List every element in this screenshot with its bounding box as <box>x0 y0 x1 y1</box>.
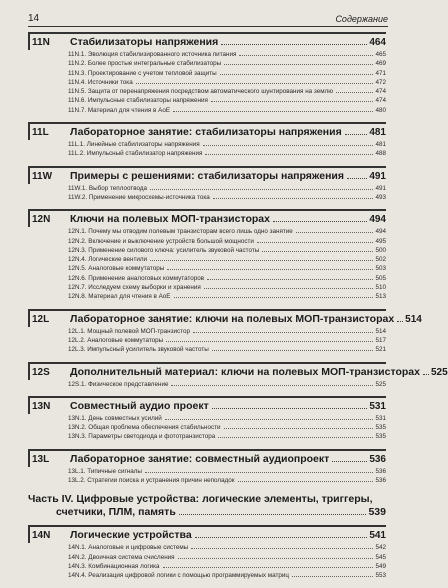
section-entry[interactable] <box>68 336 386 345</box>
chapter-page: 494 <box>369 214 386 226</box>
running-head <box>28 8 388 27</box>
section-page: 471 <box>375 69 386 77</box>
section-entry[interactable] <box>68 571 386 580</box>
section-title: 11N.4. Источники тока <box>68 78 133 86</box>
section-page: 535 <box>375 433 386 441</box>
chapter-number: 14N <box>32 530 51 542</box>
section-entry[interactable] <box>68 562 386 571</box>
chapter-heading[interactable] <box>28 525 386 543</box>
section-title: 13N.3. Параметры светодиода и фототранзистора <box>68 433 216 441</box>
section-page: 535 <box>375 424 386 432</box>
section-entry[interactable] <box>68 106 386 115</box>
chapter-heading[interactable] <box>28 309 422 327</box>
section-page: 474 <box>375 88 386 96</box>
section-title: 14N.1. Аналоговые и цифровые системы <box>68 544 189 552</box>
chapter-page: 525 <box>430 366 448 378</box>
leader-dots <box>136 83 374 84</box>
section-title: 12N.7. Исследуем схему выборки и хранения <box>68 284 201 292</box>
section-page: 545 <box>375 553 386 561</box>
section-page: 469 <box>375 60 386 68</box>
chapter-entry <box>28 122 386 159</box>
part-title-line2 <box>28 506 386 519</box>
section-entry[interactable] <box>68 96 386 105</box>
section-page: 491 <box>375 184 386 192</box>
leader-dots <box>257 242 374 243</box>
chapter-title: Дополнительный материал: ключи на полевых МОП-транзисторах <box>70 365 420 378</box>
section-entry[interactable] <box>68 140 386 149</box>
section-entry[interactable] <box>68 59 386 68</box>
section-title: 11N.1. Эволюция стабилизированного источника питания <box>68 51 237 58</box>
chapter-heading[interactable] <box>28 449 386 467</box>
leader-dots <box>179 514 367 515</box>
section-title: 11N.6. Импульсные стабилизаторы напряжения <box>68 97 208 105</box>
section-title: 12L.3. Импульсный усилитель звуковой частоты <box>68 346 209 354</box>
chapter-page: 464 <box>369 37 386 48</box>
section-title: 11L.1. Линейные стабилизаторы напряжения <box>68 141 200 149</box>
section-page: 517 <box>375 336 386 344</box>
section-entry[interactable] <box>68 149 386 158</box>
leader-dots <box>212 350 374 351</box>
leader-dots <box>423 374 429 375</box>
section-page: 503 <box>375 265 386 273</box>
section-title: 14N.2. Двоичная система счисления <box>68 553 175 561</box>
section-page: 521 <box>375 346 386 354</box>
section-title: 14N.4. Реализация цифровой логики с помощью программируемых матриц <box>68 572 289 580</box>
chapter-number: 11N <box>32 37 50 48</box>
leader-dots <box>205 154 373 155</box>
leader-dots <box>193 332 373 333</box>
section-page: 481 <box>375 141 386 149</box>
section-title: 12N.2. Включение и выключение устройств большой мощности <box>68 237 254 245</box>
leader-dots <box>203 145 374 146</box>
part-title-line1: Часть IV. Цифровые устройства: логические элементы, триггеры, <box>28 493 373 506</box>
section-page: 494 <box>375 228 386 236</box>
chapter-page: 541 <box>369 530 386 542</box>
section-page: 542 <box>375 544 386 552</box>
section-page: 474 <box>375 97 386 105</box>
leader-dots <box>171 385 373 386</box>
leader-dots <box>218 437 373 438</box>
chapter-heading[interactable] <box>28 32 386 50</box>
section-page: 549 <box>375 562 386 570</box>
chapter-number: 11L <box>32 127 49 139</box>
chapter-entry <box>28 32 386 115</box>
leader-dots <box>165 419 374 420</box>
section-entry[interactable] <box>68 264 386 273</box>
leader-dots <box>150 260 373 261</box>
section-page: 531 <box>375 414 386 422</box>
section-page: 488 <box>375 150 386 158</box>
table-of-contents <box>28 32 448 588</box>
leader-dots <box>345 134 368 135</box>
leader-dots <box>224 428 374 429</box>
leader-dots <box>174 297 374 298</box>
section-entry[interactable] <box>68 274 386 283</box>
section-entry[interactable] <box>68 543 386 552</box>
section-page: 536 <box>375 477 386 485</box>
section-page: 502 <box>375 256 386 264</box>
leader-dots <box>166 341 373 342</box>
leader-dots <box>336 92 374 93</box>
chapter-entry <box>28 209 386 301</box>
section-title: 13L.1. Типичные сигналы <box>68 467 142 475</box>
leader-dots <box>150 189 373 190</box>
leader-dots <box>213 198 374 199</box>
chapters-list-part4 <box>28 525 386 580</box>
leader-dots <box>178 558 374 559</box>
leader-dots <box>224 64 373 65</box>
chapter-number: 11W <box>32 170 53 182</box>
section-entry[interactable] <box>68 432 386 441</box>
leader-dots <box>220 74 374 75</box>
chapter-entry <box>28 396 386 442</box>
chapter-heading[interactable] <box>28 396 386 414</box>
section-title: 11N.2. Более простые интегральные стабилизаторы <box>68 60 222 68</box>
chapter-number: 13L <box>32 453 50 465</box>
section-title: 11N.7. Материал для чтения в AoE <box>68 106 171 114</box>
chapter-title: Ключи на полевых МОП-транзисторах <box>70 213 270 226</box>
chapter-entry <box>28 525 386 580</box>
section-title: 12S.1. Физическое представление <box>68 380 169 388</box>
section-entry[interactable] <box>68 246 386 255</box>
section-entry[interactable] <box>68 50 386 59</box>
section-page: 465 <box>375 51 386 58</box>
section-entry[interactable] <box>68 345 386 354</box>
leader-dots <box>167 269 373 270</box>
section-title: 12N.5. Аналоговые коммутаторы <box>68 265 165 273</box>
section-title: 12L.2. Аналоговые коммутаторы <box>68 336 164 344</box>
section-page: 536 <box>375 467 386 475</box>
section-entry[interactable] <box>68 69 386 78</box>
chapter-title: Примеры с решениями: стабилизаторы напряжения <box>70 169 344 182</box>
section-entry[interactable] <box>68 237 386 246</box>
leader-dots <box>292 576 374 577</box>
chapter-title: Стабилизаторы напряжения <box>70 36 219 48</box>
chapter-title: Лабораторное занятие: совместный аудиопроект <box>70 452 330 465</box>
chapter-entry <box>28 362 448 389</box>
leader-dots <box>191 548 373 549</box>
chapter-page: 514 <box>405 313 422 325</box>
section-title: 11W.1. Выбор теплоотвода <box>68 184 148 192</box>
section-page: 495 <box>375 237 386 245</box>
section-page: 480 <box>375 106 386 114</box>
chapter-heading[interactable] <box>28 166 386 184</box>
chapter-heading[interactable] <box>28 122 386 140</box>
section-entry[interactable] <box>68 255 386 264</box>
section-entry[interactable] <box>68 227 386 236</box>
chapter-title: Лабораторное занятие: ключи на полевых МОП-транзисторах <box>70 312 395 325</box>
chapter-number: 12N <box>32 214 51 226</box>
leader-dots <box>238 481 374 482</box>
section-page: 500 <box>375 246 386 254</box>
leader-dots <box>207 279 373 280</box>
section-entry[interactable] <box>68 553 386 562</box>
part-title-text: счетчики, ПЛМ, память <box>56 506 176 519</box>
chapters-list <box>28 32 448 485</box>
section-page: 510 <box>375 284 386 292</box>
chapter-page: 536 <box>369 453 386 465</box>
leader-dots <box>262 251 373 252</box>
section-title: 12N.8. Материал для чтения в AoE <box>68 293 171 301</box>
chapter-heading[interactable] <box>28 362 448 380</box>
section-title: 12N.3. Применение силового ключа: усилитель звуковой частоты <box>68 246 260 254</box>
section-title: 12N.1. Почему мы отводим полевым транзисторам всего лишь одно занятие <box>68 228 293 236</box>
leader-dots <box>173 111 373 112</box>
section-title: 12N.6. Применение аналоговых коммутаторов <box>68 274 205 282</box>
section-title: 11L.2. Импульсный стабилизатор напряжения <box>68 150 203 158</box>
leader-dots <box>211 101 374 102</box>
leader-dots <box>195 537 368 538</box>
chapter-title: Лабораторное занятие: стабилизаторы напряжения <box>70 126 342 139</box>
section-entry[interactable] <box>68 87 386 96</box>
chapter-number: 12S <box>32 366 50 378</box>
chapter-number: 13N <box>32 400 51 412</box>
page-number: 14 <box>28 13 40 24</box>
part-page: 539 <box>368 506 386 519</box>
section-entry[interactable] <box>68 380 386 389</box>
section-title: 12N.4. Логические вентили <box>68 256 148 264</box>
section-title: 11W.2. Применение микросхемы-источника тока <box>68 193 210 201</box>
section-entry[interactable] <box>68 292 386 301</box>
chapter-entry <box>28 309 422 355</box>
section-entry[interactable] <box>68 467 386 476</box>
section-title: 13N.1. День совместных усилий <box>68 414 162 422</box>
chapter-number: 12L <box>32 313 50 325</box>
leader-dots <box>163 567 374 568</box>
section-title: 13L.2. Стратегии поиска и устранения причин неполадок <box>68 477 235 485</box>
leader-dots <box>221 44 367 45</box>
leader-dots <box>347 178 367 179</box>
section-page: 493 <box>375 193 386 201</box>
section-title: 14N.3. Комбинационная логика <box>68 562 160 570</box>
chapter-heading[interactable] <box>28 209 386 227</box>
chapter-entry <box>28 166 386 203</box>
section-title: 11N.5. Защита от перенапряжения посредством автоматического шунтирования на землю <box>68 88 333 96</box>
leader-dots <box>296 232 374 233</box>
section-page: 472 <box>375 78 386 86</box>
section-entry[interactable] <box>68 78 386 87</box>
section-title: Содержание <box>335 14 388 24</box>
section-page: 525 <box>375 380 386 388</box>
section-title: 12L.1. Мощный полевой МОП-транзистор <box>68 327 191 335</box>
part-heading <box>28 493 386 519</box>
chapter-title: Логические устройства <box>70 529 192 542</box>
chapter-page: 481 <box>369 127 386 139</box>
section-page: 513 <box>375 293 386 301</box>
chapter-title: Совместный аудио проект <box>70 399 209 412</box>
section-page: 505 <box>375 274 386 282</box>
chapter-page: 531 <box>369 400 386 412</box>
leader-dots <box>273 221 367 222</box>
leader-dots <box>204 288 374 289</box>
chapter-page: 491 <box>369 170 386 182</box>
section-title: 13N.2. Общая проблема обеспечения стабильности <box>68 424 221 432</box>
chapter-entry <box>28 449 386 486</box>
section-entry[interactable] <box>68 423 386 432</box>
section-entry[interactable] <box>68 184 386 193</box>
section-entry[interactable] <box>68 476 386 485</box>
section-page: 553 <box>375 572 386 580</box>
section-entry[interactable] <box>68 193 386 202</box>
section-entry[interactable] <box>68 414 386 423</box>
section-entry[interactable] <box>68 327 386 336</box>
section-entry[interactable] <box>68 283 386 292</box>
section-page: 514 <box>375 327 386 335</box>
leader-dots <box>397 321 403 322</box>
section-title: 11N.3. Проектирование с учетом тепловой защиты <box>68 69 217 77</box>
leader-dots <box>332 461 367 462</box>
leader-dots <box>239 55 373 56</box>
leader-dots <box>145 472 374 473</box>
leader-dots <box>212 408 368 409</box>
